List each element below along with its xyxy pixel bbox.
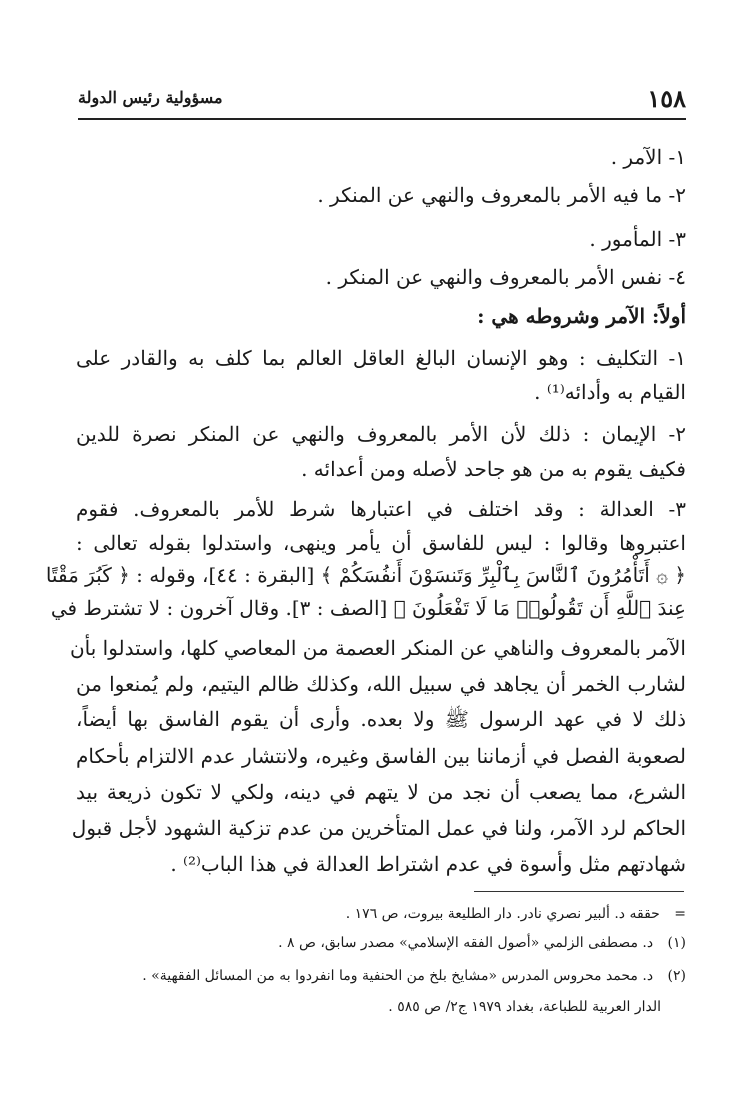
footnote-continuation: [346, 906, 686, 922]
footnote-divider: [474, 891, 684, 892]
page-header: [78, 84, 686, 118]
header-rule: [78, 118, 686, 120]
paragraph-line: لصعوبة الفصل في أزماننا بين الفاسق وغيره، ولانتشار عدم الالتزام بأحكام: [76, 744, 686, 768]
paragraph-line: ذلك لا في عهد الرسول ﷺ ولا بعده. وأرى أن يقوم الفاسق بها أيضاً،: [76, 707, 686, 731]
paragraph-line: الشرع، مما يصعب أن نجد من لا يتهم في دينه، ولكي لا تكون ذريعة بيد: [76, 780, 686, 804]
paragraph-line: القيام به وأدائه⁽¹⁾ .: [534, 380, 686, 404]
paragraph-line: فكيف يقوم به من هو جاحد لأصله ومن أعدائه .: [301, 457, 686, 481]
paragraph-line: الآمر بالمعروف والناهي عن المنكر العصمة من المعاصي كلها، واستدلوا بأن: [69, 636, 686, 660]
continuation-marker: =: [674, 906, 686, 922]
quran-verse-line: عِندَ ٱللَّهِ أَن تَقُولُوا۟ مَا لَا تَفْعَلُونَ ﴾ [الصف : ٣]. وقال آخرون : لا تشترط في: [50, 596, 686, 620]
footnote-label: (١): [667, 935, 686, 951]
paragraph-line: اعتبروها وقالوا : ليس للفاسق أن يأمر وينهى، واستدلوا بقوله تعالى :: [76, 531, 686, 555]
paragraph-line: ١- التكليف : وهو الإنسان البالغ العاقل العالم بما كلف به والقادر على: [76, 346, 686, 370]
footnote: [278, 935, 686, 951]
footnote: [388, 999, 661, 1015]
list-item: ٤- نفس الأمر بالمعروف والنهي عن المنكر .: [325, 265, 686, 289]
section-heading: أولاً: الآمر وشروطه هي :: [477, 304, 686, 328]
footnote-text: حققه د. ألبير نصري نادر. دار الطليعة بيروت، ص ١٧٦ .: [345, 906, 660, 922]
footnote-text: الدار العربية للطباعة، بغداد ١٩٧٩ ج٢/ ص ٥٨٥ .: [388, 999, 661, 1015]
paragraph-line: شهادتهم مثل وأسوة في عدم اشتراط العدالة في هذا الباب⁽²⁾ .: [170, 852, 686, 876]
paragraph-line: ٢- الإيمان : ذلك لأن الأمر بالمعروف والنهي عن المنكر نصرة للدين: [76, 422, 686, 446]
paragraph-line: لشارب الخمر أن يجاهد في سبيل الله، وكذلك ظالم اليتيم، ولم يُمنعوا من: [76, 672, 686, 696]
paragraph-line: ٣- العدالة : وقد اختلف في اعتبارها شرط للأمر بالمعروف. فقوم: [76, 497, 686, 521]
page-number: ١٥٨: [647, 84, 686, 113]
list-item: ٣- المأمور .: [589, 227, 686, 251]
footnote-label: (٢): [667, 968, 686, 984]
footnote: [142, 968, 686, 984]
list-item: ١- الآمر .: [610, 145, 686, 169]
paragraph-line: الحاكم لرد الآمر، ولنا في عمل المتأخرين من عدم تزكية الشهود لأجل قبول: [71, 816, 686, 840]
footnote-text: د. مصطفى الزلمي «أصول الفقه الإسلامي» مصدر سابق، ص ٨ .: [278, 935, 654, 951]
quran-verse-line: ﴿ ۞ أَتَأْمُرُونَ ٱلنَّاسَ بِٱلْبِرِّ وَتَنسَوْنَ أَنفُسَكُمْ ﴾ [البقرة : ٤٤]، وقوله : ﴿ كَبُرَ مَقْتًا: [45, 563, 686, 587]
footnote-text: د. محمد محروس المدرس «مشايخ بلخ من الحنفية وما انفردوا به من المسائل الفقهية» .: [142, 968, 654, 984]
list-item: ٢- ما فيه الأمر بالمعروف والنهي عن المنكر .: [317, 183, 686, 207]
running-head: مسؤولية رئيس الدولة: [78, 88, 223, 107]
